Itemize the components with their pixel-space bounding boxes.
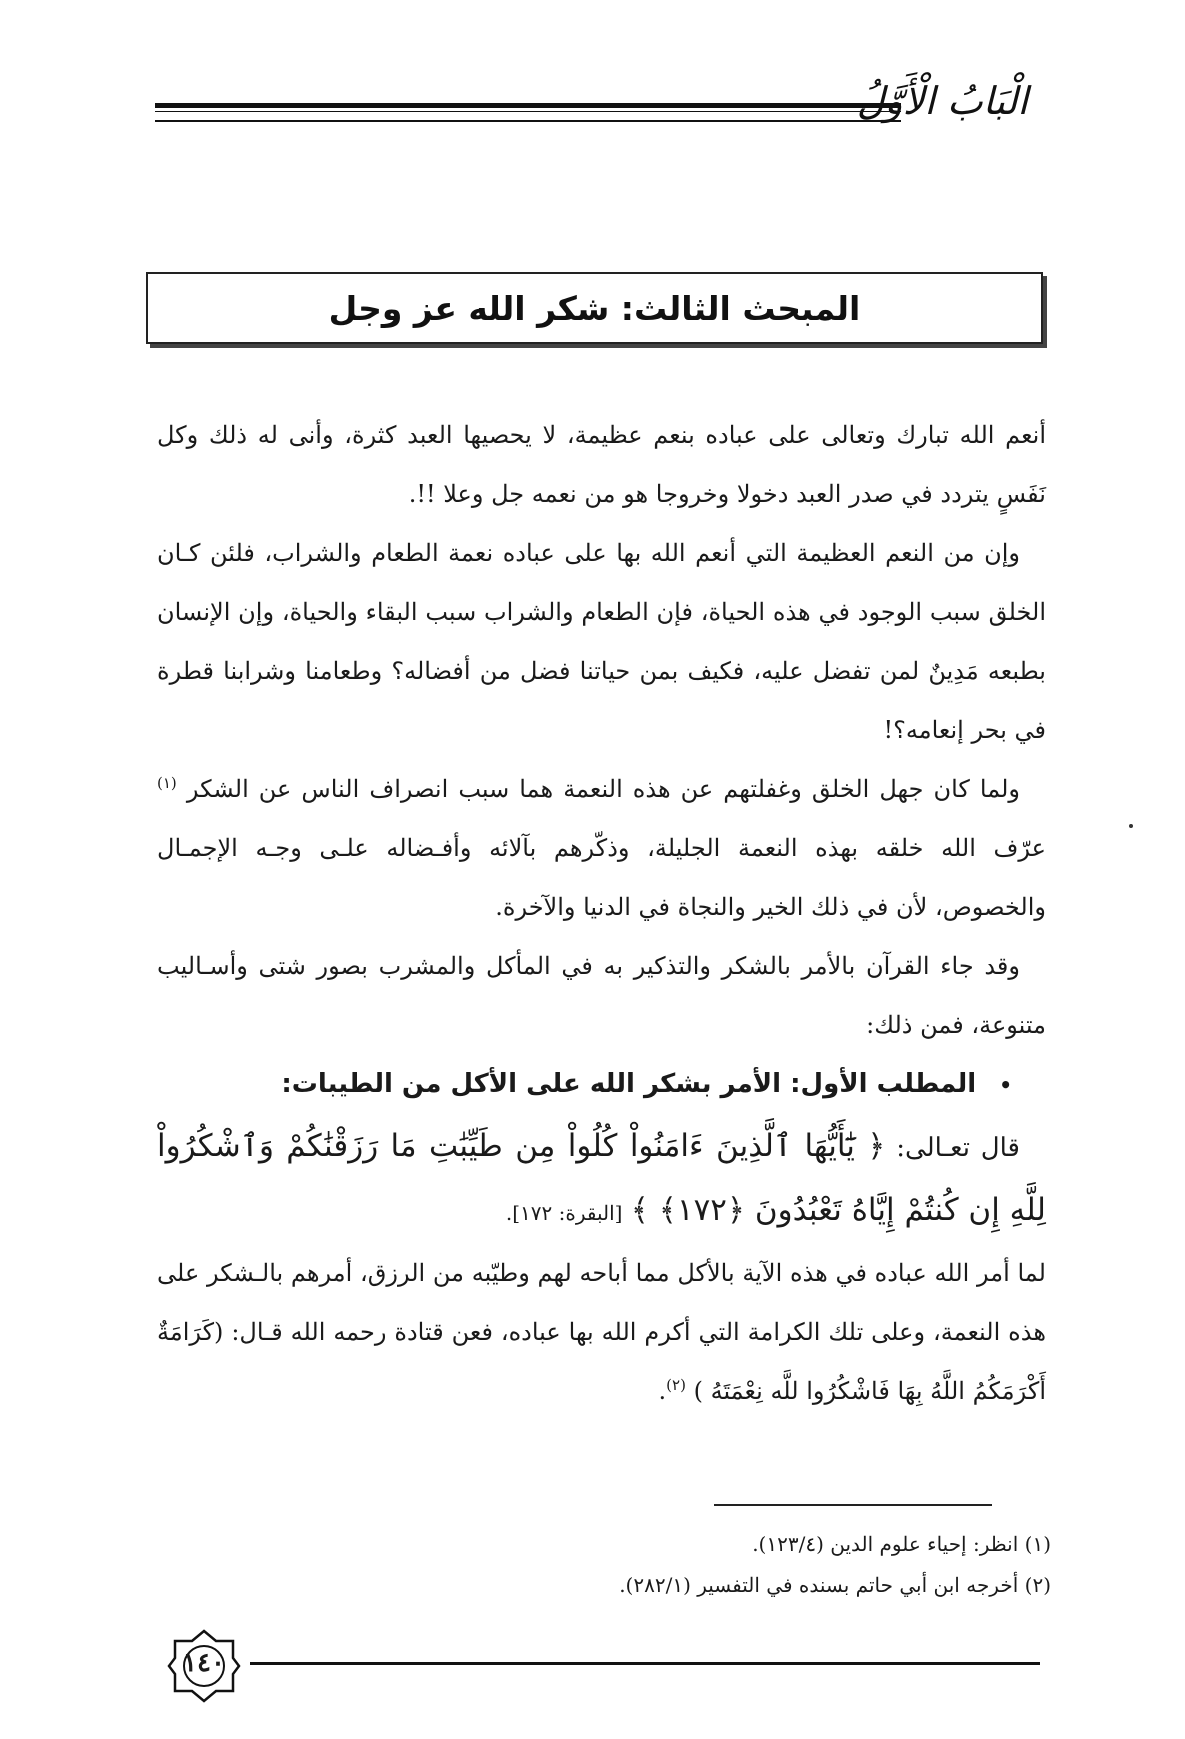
footnote-rule	[714, 1504, 992, 1506]
paragraph-3-continued: عرّف الله خلقه بهذه النعمة الجليلة، وذكّرهم بآلائه وأفـضاله علـى وجـه الإجمـال والخصوص، لأن في ذلك الخير والنجاة في الدنيا والآخرة.	[157, 834, 1046, 921]
paragraph-3	[157, 760, 1046, 937]
footer-rule	[250, 1662, 1040, 1665]
section-title: المبحث الثالث: شكر الله عز وجل	[328, 288, 861, 328]
subheading-text: المطلب الأول: الأمر بشكر الله على الأكل من الطيبات:	[281, 1069, 977, 1099]
margin-dot	[1129, 824, 1133, 828]
paragraph-5-text: لما أمر الله عباده في هذه الآية بالأكل مما أباحه لهم وطيّبه من الرزق، أمرهم بالـشكر على هذه النعمة، وعلى تلك الكرامة التي أكرم الله بها عباده، فعن قتادة رحمه الله قـال:	[157, 1259, 1046, 1346]
footnote-marker-2: (٢)	[666, 1376, 686, 1394]
page-number: ١٤٠	[183, 1648, 225, 1678]
footnote-marker-1: (١)	[157, 774, 177, 792]
quran-verse: ﴿ يَٰٓأَيُّهَا ٱلَّذِينَ ءَامَنُواْ كُلُواْ مِن طَيِّبَٰتِ مَا رَزَقْنَٰكُمْ وَٱشْكُرُواْ لِلَّهِ إِن كُنتُمْ إِيَّاهُ تَعْبُدُونَ ﴿١٧٢﴾ ﴾	[157, 1128, 1046, 1228]
bullet-icon: •	[999, 1073, 1012, 1097]
paragraph-2: وإن من النعم العظيمة التي أنعم الله بها على عباده نعمة الطعام والشراب، فلئن كـان الخلق سبب الوجود في هذه الحياة، فإن الطعام والشراب سبب البقاء والحياة، وإن الإنسان بطبعه مَدِينٌ لمن تفضل عليه، فكيف بمن حياتنا فضل من أفضاله؟ وطعامنا وشرابنا قطرة في بحر إنعامه؟!	[157, 539, 1046, 744]
chapter-header-title: الْبَابُ الْأَوَّلُ	[856, 79, 1028, 123]
body-text	[157, 406, 1046, 1421]
paragraph-1: أنعم الله تبارك وتعالى على عباده بنعم عظيمة، لا يحصيها العبد كثرة، وأنى له ذلك وكل نَفَسٍ يتردد في صدر العبد دخولا وخروجا هو من نعمه جل وعلا !!.	[157, 421, 1046, 508]
footnote-2: (٢) أخرجه ابن أبي حاتم بسنده في التفسير (٢٨٢/١).	[619, 1573, 1051, 1597]
verse-block	[157, 1115, 1046, 1244]
paragraph-3-text: ولما كان جهل الخلق وغفلتهم عن هذه النعمة هما سبب انصراف الناس عن الشكر	[186, 775, 1020, 803]
section-title-box	[146, 272, 1043, 344]
footnote-1: (١) انظر: إحياء علوم الدين (١٢٣/٤).	[752, 1532, 1051, 1556]
qatada-quote: (كَرَامَةٌ أَكْرَمَكُمُ اللَّهُ بِهَا فَاشْكُرُوا للَّه نِعْمَتَهُ )	[157, 1318, 1046, 1405]
paragraph-4: وقد جاء القرآن بالأمر بالشكر والتذكير به في المأكل والمشرب بصور شتى وأسـاليب متنوعة، فمن ذلك:	[157, 952, 1046, 1039]
verse-intro: قال تعـالى:	[896, 1133, 1020, 1163]
subheading	[157, 1055, 1046, 1115]
paragraph-5: لما أمر الله عباده في هذه الآية بالأكل مما أباحه لهم وطيّبه من الرزق، أمرهم بالـشكر على هذه النعمة، وعلى تلك الكرامة التي أكرم الله بها عباده، فعن قتادة رحمه الله قـال: (كَرَامَةٌ أَكْرَمَكُمُ اللَّهُ بِهَا فَاشْكُرُوا للَّه نِعْمَتَهُ ) $^{(٢)}$.	[157, 1259, 1046, 1405]
header-rule	[155, 103, 901, 122]
footnotes	[151, 1524, 1051, 1606]
verse-reference: [البقرة: ١٧٢].	[505, 1201, 623, 1225]
